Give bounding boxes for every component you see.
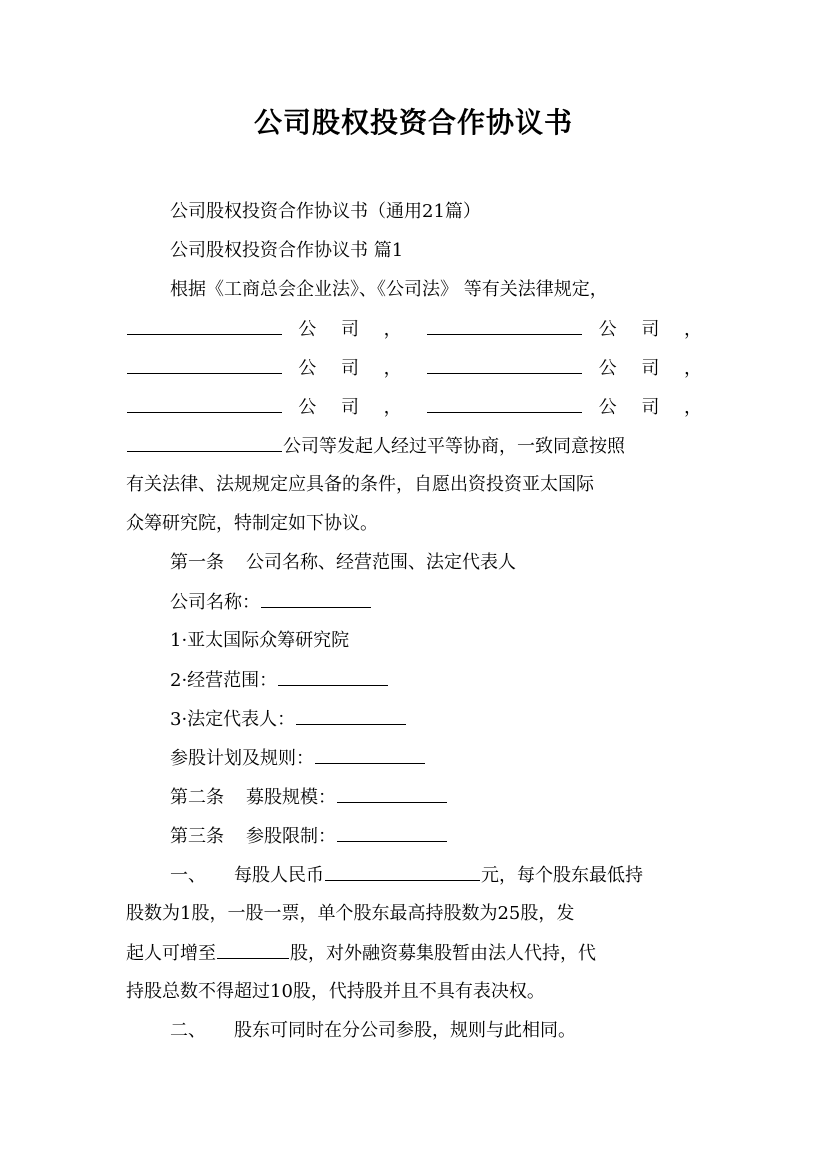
company-blank <box>127 355 282 374</box>
paragraph-1-line-1: 一、 每股人民币 元，每个股东最低持 <box>170 862 702 889</box>
business-scope-blank <box>278 667 388 686</box>
company-name-blank <box>261 589 371 608</box>
plan-field: 参股计划及规则： <box>170 745 702 772</box>
price-blank <box>325 862 480 881</box>
company-name-field: 公司名称： <box>170 589 702 616</box>
company-blank <box>127 316 282 335</box>
item-3-field: 3·法定代表人： <box>170 706 702 733</box>
company-blank <box>127 433 282 452</box>
item-2-field: 2·经营范围： <box>170 667 702 694</box>
intro-line-5: 公司等发起人经过平等协商，一致同意按照 <box>126 433 702 460</box>
company-blank <box>427 394 582 413</box>
paragraph-2: 二、 股东可同时在分公司参股，规则与此相同。 <box>170 1020 576 1041</box>
scale-blank <box>337 784 447 803</box>
company-blank-row-2: 公 司 ， 公 司 ， <box>126 355 702 382</box>
paragraph-1-line-4: 持股总数不得超过10股，代持股并且不具有表决权。 <box>126 981 545 1002</box>
limit-blank <box>337 823 447 842</box>
company-blank <box>427 355 582 374</box>
document-title: 公司股权投资合作协议书 <box>253 106 573 139</box>
paragraph-1-line-3: 起人可增至 股，对外融资募集股暂由法人代持，代 <box>126 940 702 967</box>
company-blank-row-1: 公 司 ， 公 司 ， <box>126 316 702 343</box>
article-2-field: 第二条 募股规模： <box>170 784 702 811</box>
shares-blank <box>217 940 289 959</box>
intro-line-7: 众筹研究院，特制定如下协议。 <box>126 513 378 534</box>
company-blank <box>127 394 282 413</box>
intro-line-6: 有关法律、法规规定应具备的条件，自愿出资投资亚太国际 <box>126 474 594 495</box>
article-1-heading: 第一条 公司名称、经营范围、法定代表人 <box>170 552 516 573</box>
intro-line-1: 根据《工商总会企业法》、《公司法》 等有关法律规定， <box>170 279 608 300</box>
paragraph-1-line-2: 股数为1股，一股一票，单个股东最高持股数为25股，发 <box>126 903 575 924</box>
company-blank-row-3: 公 司 ， 公 司 ， <box>126 394 702 421</box>
subtitle: 公司股权投资合作协议书（通用21篇） <box>170 201 481 222</box>
company-blank <box>427 316 582 335</box>
plan-blank <box>315 745 425 764</box>
item-1: 1·亚太国际众筹研究院 <box>170 630 350 651</box>
article-3-field: 第三条 参股限制： <box>170 823 702 850</box>
chapter-heading: 公司股权投资合作协议书 篇1 <box>170 240 404 261</box>
legal-rep-blank <box>296 706 406 725</box>
